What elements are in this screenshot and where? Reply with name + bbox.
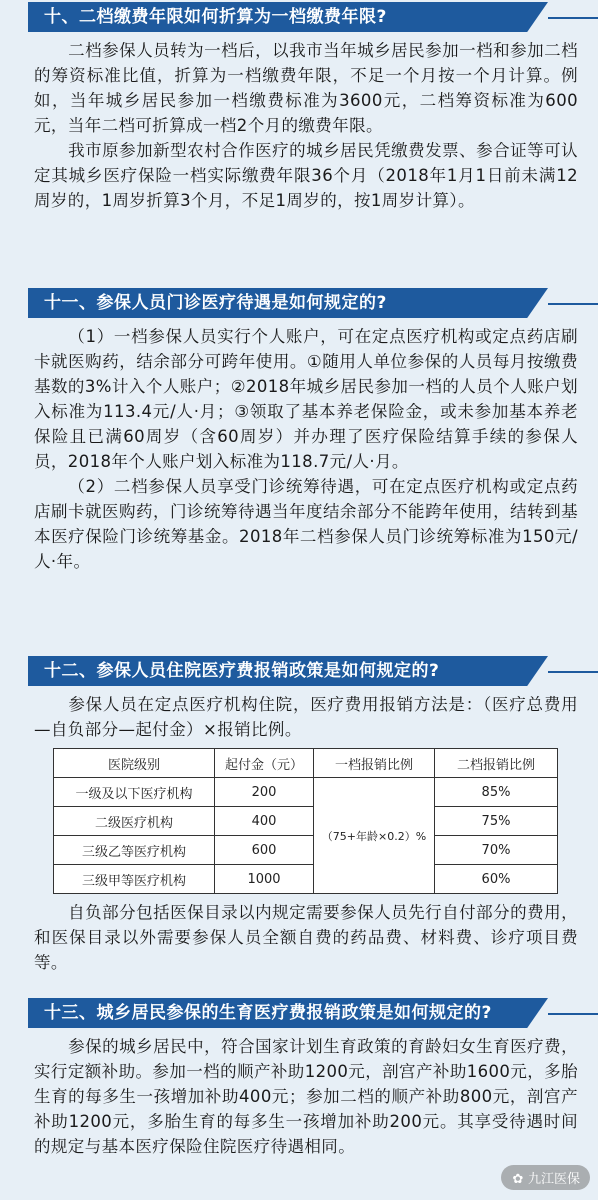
- table-row: [54, 865, 558, 894]
- table-cell: 400: [215, 807, 314, 836]
- banner-line: [548, 17, 598, 19]
- section-10-banner: [0, 2, 598, 32]
- table-header: 医院级别: [54, 749, 215, 778]
- section-12-paragraph-1: [0, 692, 598, 742]
- table-cell: 75%: [435, 807, 558, 836]
- section-12-banner: [0, 656, 598, 686]
- section-11: [0, 288, 598, 574]
- section-12-title: 十二、参保人员住院医疗费报销政策是如何规定的?: [44, 661, 440, 681]
- table-cell: 70%: [435, 836, 558, 865]
- section-13-paragraph-1: [0, 1034, 598, 1159]
- section-13-text-1: 参保的城乡居民中，符合国家计划生育政策的育龄妇女生育医疗费，实行定额补助。参加一档的顺产补助1200元，剖宫产补助1600元，多胎生育的每多生一孩增加补助400元；参加二档的顺产补助800元，剖宫产补助1200元，多胎生育的每多生一孩增加补助200元。其享受待遇时间的规定与基本医疗保险住院医疗待遇相同。: [34, 1037, 578, 1156]
- table-header-row: [54, 749, 558, 778]
- fee-table: [53, 748, 558, 894]
- section-11-title: 十一、参保人员门诊医疗待遇是如何规定的?: [44, 293, 387, 313]
- section-10-paragraph-1: [0, 38, 598, 138]
- section-11-paragraph-1: [0, 324, 598, 474]
- watermark-text: 九江医保: [527, 1172, 580, 1187]
- table-header: 二档报销比例: [435, 749, 558, 778]
- tier1-formula-cell: （75+年龄×0.2）%: [314, 778, 435, 894]
- banner-line: [548, 671, 598, 673]
- table-header: 一档报销比例: [314, 749, 435, 778]
- table-cell: 1000: [215, 865, 314, 894]
- section-12: [0, 656, 598, 975]
- table-cell: 600: [215, 836, 314, 865]
- section-13-banner: [0, 998, 598, 1028]
- section-10: [0, 2, 598, 213]
- table-row: [54, 807, 558, 836]
- table-row: [54, 836, 558, 865]
- section-12-paragraph-2: [0, 900, 598, 975]
- table-cell: 三级乙等医疗机构: [54, 836, 215, 865]
- section-13-title: 十三、城乡居民参保的生育医疗费报销政策是如何规定的?: [44, 1003, 492, 1023]
- section-10-text-1: 二档参保人员转为一档后，以我市当年城乡居民参加一档和参加二档的筹资标准比值，折算为一档缴费年限，不足一个月按一个月计算。例如，当年城乡居民参加一档缴费标准为3600元，二档筹资标准为600元，当年二档可折算成一档2个月的缴费年限。: [34, 41, 578, 135]
- section-10-text-2: 我市原参加新型农村合作医疗的城乡居民凭缴费发票、参合证等可认定其城乡医疗保险一档实际缴费年限36个月（2018年1月1日前未满12周岁的，1周岁折算3个月，不足1周岁的，按1周岁计算）。: [34, 141, 578, 210]
- table-cell: 60%: [435, 865, 558, 894]
- banner-line: [548, 303, 598, 305]
- table-cell: 三级甲等医疗机构: [54, 865, 215, 894]
- table-header: 起付金（元）: [215, 749, 314, 778]
- fee-table-wrap: [0, 748, 598, 900]
- section-13: [0, 998, 598, 1159]
- table-row: [54, 778, 558, 807]
- section-11-banner: [0, 288, 598, 318]
- section-12-text-1: 参保人员在定点医疗机构住院，医疗费用报销方法是：（医疗总费用—自负部分—起付金）×报销比例。: [34, 695, 578, 739]
- section-10-title: 十、二档缴费年限如何折算为一档缴费年限?: [44, 7, 387, 27]
- section-12-text-2: 自负部分包括医保目录以内规定需要参保人员先行自付部分的费用，和医保目录以外需要参保人员全额自费的药品费、材料费、诊疗项目费等。: [34, 903, 578, 972]
- table-cell: 二级医疗机构: [54, 807, 215, 836]
- section-11-text-1: （1）一档参保人员实行个人账户，可在定点医疗机构或定点药店刷卡就医购药，结余部分可跨年使用。①随用人单位参保的人员每月按缴费基数的3%计入个人账户；②2018年城乡居民参加一档的人员个人账户划入标准为113.4元/人·月；③领取了基本养老保险金，或未参加基本养老保险且已满60周岁（含60周岁）并办理了医疗保险结算手续的参保人员，2018年个人账户划入标准为118.7元/人·月。: [34, 327, 578, 471]
- section-11-text-2: （2）二档参保人员享受门诊统筹待遇，可在定点医疗机构或定点药店刷卡就医购药，门诊统筹待遇当年度结余部分不能跨年使用，结转到基本医疗保险门诊统筹基金。2018年二档参保人员门诊统筹标准为150元/人·年。: [34, 477, 578, 571]
- banner-line: [548, 1013, 598, 1015]
- wechat-icon: ✿: [512, 1172, 524, 1187]
- table-cell: 200: [215, 778, 314, 807]
- section-11-paragraph-2: [0, 474, 598, 574]
- table-cell: 一级及以下医疗机构: [54, 778, 215, 807]
- section-10-paragraph-2: [0, 138, 598, 213]
- watermark: [501, 1165, 590, 1190]
- table-cell: 85%: [435, 778, 558, 807]
